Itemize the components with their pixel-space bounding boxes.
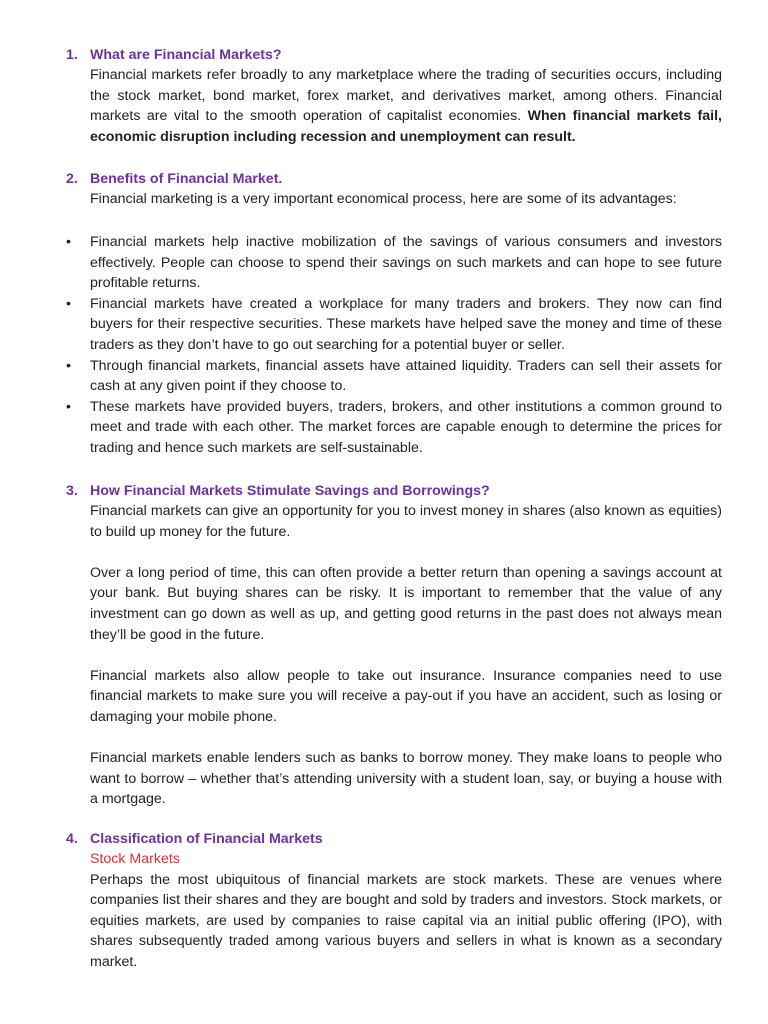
section-classification — [66, 829, 722, 973]
section-body — [90, 870, 722, 973]
section-title: What are Financial Markets? — [90, 47, 282, 63]
bullet-icon: • — [66, 398, 71, 415]
section-number: 3. — [66, 483, 78, 499]
section-number: 1. — [66, 47, 78, 63]
paragraph: Financial markets can give an opportunity for you to invest money in shares (also known as equities) to build up money for the future. — [90, 503, 722, 540]
section-number: 2. — [66, 171, 78, 187]
bullet-icon: • — [66, 234, 71, 250]
list-item — [66, 397, 722, 459]
section-body — [90, 189, 722, 210]
section-heading — [66, 45, 722, 65]
section-benefits — [66, 169, 722, 210]
benefits-list — [66, 232, 722, 459]
bullet-icon: • — [66, 295, 71, 312]
section-title: How Financial Markets Stimulate Savings and Borrowings? — [90, 483, 490, 499]
paragraph: Perhaps the most ubiquitous of financial markets are stock markets. These are venues where companies list their shares and they are bought and sold by traders and investors. Stock markets, or equities markets, are used by companies to raise capital via an initial public offering (IPO), with shares subsequently traded among various buyers and sellers in what is known as a secondary market. — [90, 871, 722, 970]
paragraph-gap — [90, 542, 722, 563]
paragraph — [90, 65, 722, 147]
paragraph: Financial markets enable lenders such as banks to borrow money. They make loans to people who want to borrow – whether that’s attending university with a student loan, say, or buying a house with a mortgage. — [90, 750, 722, 808]
paragraph: Over a long period of time, this can often provide a better return than opening a savings account at your bank. But buying shares can be risky. It is important to remember that the value of any investment can go down as well as up, and getting good returns in the past does not always mean they’ll be good in the future. — [90, 564, 722, 643]
section-what-are-financial-markets — [66, 45, 722, 147]
bullet-icon: • — [66, 357, 71, 374]
section-body — [90, 501, 722, 810]
list-item-text: Financial markets have created a workplace for many traders and brokers. They now can find buyers for their respective securities. These markets have helped save the money and time of these traders as they don’t have to go out searching for a potential buyer or seller. — [90, 295, 722, 353]
list-item-text: These markets have provided buyers, traders, brokers, and other institutions a common ground to meet and trade with each other. The market forces are capable enough to determine the prices for trading and hence such markets are self-sustainable. — [90, 398, 722, 456]
section-title: Classification of Financial Markets — [90, 831, 323, 847]
paragraph-gap — [90, 728, 722, 749]
paragraph-bold-text: When financial markets fail, economic disruption including recession and unemployment can result. — [90, 108, 722, 145]
list-item — [66, 232, 722, 294]
section-number: 4. — [66, 831, 78, 847]
list-item-text: Through financial markets, financial assets have attained liquidity. Traders can sell their assets for cash at any given point if they choose to. — [90, 357, 722, 395]
section-title: Benefits of Financial Market. — [90, 171, 283, 187]
paragraph-text: Financial markets refer broadly to any marketplace where the trading of securities occurs, including the stock market, bond market, forex market, and derivatives market, among others. Financial markets are vital to the smooth operation of capitalist economies. — [90, 67, 722, 125]
list-item — [66, 294, 722, 356]
paragraph-gap — [90, 645, 722, 666]
subsection-title: Stock Markets — [90, 851, 180, 867]
section-heading — [66, 481, 722, 501]
section-body — [90, 65, 722, 147]
section-heading — [66, 169, 722, 189]
section-savings-borrowings — [66, 481, 722, 810]
paragraph: Financial markets also allow people to take out insurance. Insurance companies need to use financial markets to make sure you will receive a pay-out if you have an accident, such as losing or damaging your mobile phone. — [90, 667, 722, 725]
list-item-text: Financial markets help inactive mobilization of the savings of various consumers and investors effectively. People can choose to spend their savings on such markets and can hope to see future profitable returns. — [90, 234, 722, 292]
list-item — [66, 356, 722, 397]
intro-paragraph: Financial marketing is a very important economical process, here are some of its advantages: — [90, 191, 677, 207]
section-heading — [66, 829, 722, 849]
